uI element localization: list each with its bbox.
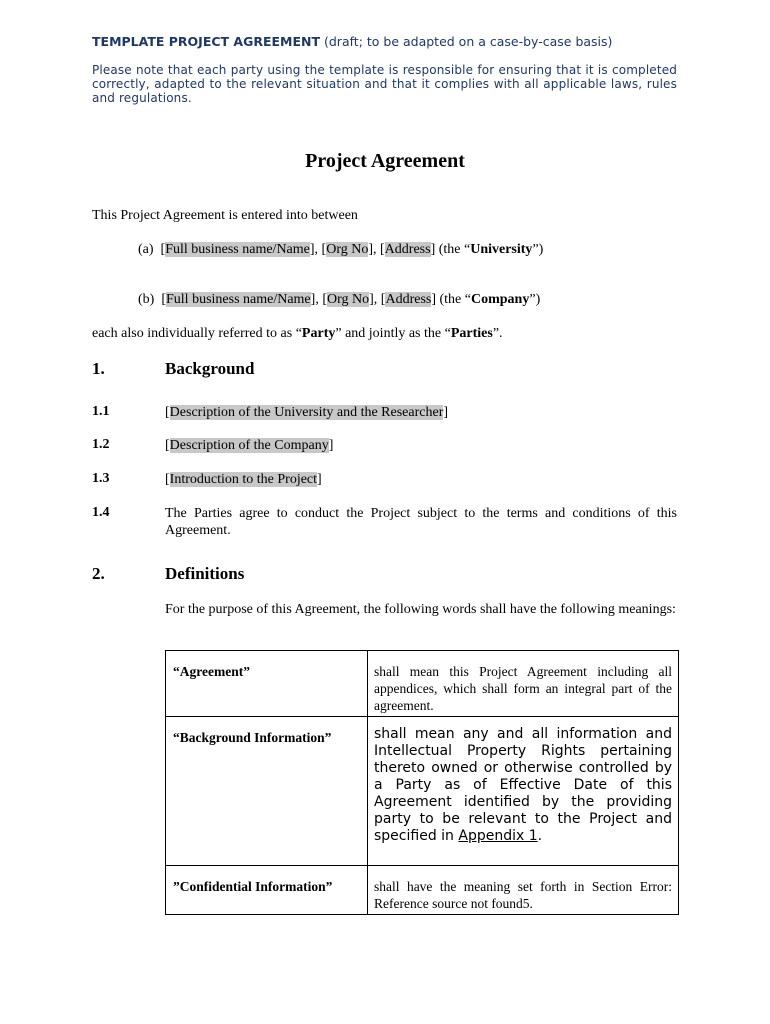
intro-paragraph: This Project Agreement is entered into between bbox=[92, 208, 358, 223]
party-a-defined-term: University bbox=[470, 242, 533, 257]
clause-1-3-placeholder: Introduction to the Project bbox=[169, 472, 318, 487]
definition-meaning-cell bbox=[368, 651, 679, 717]
clause-1-2-placeholder: Description of the Company bbox=[169, 438, 329, 453]
section-2-number: 2. bbox=[92, 564, 105, 583]
definition-meaning-text: shall mean any and all information and Intellectual Property Rights pertaining thereto owned or otherwise controlled by a Party as of Effective Date of this Agreement identified by the providing party to be relevant to the Project and specified in bbox=[374, 726, 672, 844]
parties-term: Parties bbox=[450, 326, 493, 341]
section-1-title: Background bbox=[165, 359, 255, 378]
template-notice-body: Please note that each party using the template is responsible for ensuring that it is completed correctly, adapted to the relevant situation and that it complies with all applicable laws, rules and regulations. bbox=[92, 63, 677, 105]
definition-meaning: shall have the meaning set forth in Section Error: Reference source not found5. bbox=[374, 879, 672, 911]
notice-heading-title: TEMPLATE PROJECT AGREEMENT bbox=[92, 34, 321, 49]
definition-meaning bbox=[368, 717, 678, 847]
party-b-name-placeholder: Full business name/Name bbox=[166, 292, 311, 307]
definition-term-cell bbox=[166, 866, 368, 915]
party-b-defined-term: Company bbox=[471, 292, 530, 307]
party-a-name-placeholder: Full business name/Name bbox=[165, 242, 310, 257]
clause-1-1-placeholder: Description of the University and the Researcher bbox=[169, 405, 444, 420]
party-clause-suffix: ”. bbox=[492, 326, 503, 341]
clause-1-2-text: [Description of the Company] bbox=[165, 438, 334, 453]
section-1-number: 1. bbox=[92, 359, 105, 378]
clause-1-3-number: 1.3 bbox=[92, 471, 110, 486]
party-clause-prefix: each also individually referred to as “ bbox=[92, 326, 302, 341]
party-b-line: (b) [Full business name/Name], [Org No], [Address] (the “Company”) bbox=[138, 292, 541, 307]
table-row bbox=[166, 866, 679, 915]
party-clause bbox=[92, 325, 503, 342]
definition-term-cell bbox=[166, 717, 368, 866]
definition-meaning-end: . bbox=[537, 828, 543, 844]
party-a-org-placeholder: Org No bbox=[326, 242, 369, 257]
definition-term: ”Confidential Information” bbox=[173, 879, 333, 894]
party-b-address-placeholder: Address bbox=[385, 292, 432, 307]
definitions-intro: For the purpose of this Agreement, the following words shall have the following meanings: bbox=[165, 602, 676, 617]
definition-term: “Background Information” bbox=[173, 730, 332, 745]
definition-term-cell bbox=[166, 651, 368, 717]
appendix-1-link[interactable]: Appendix 1 bbox=[458, 828, 538, 844]
party-b-org-placeholder: Org No bbox=[326, 292, 370, 307]
party-b-marker: (b) bbox=[138, 292, 155, 307]
definitions-table bbox=[165, 650, 679, 915]
clause-1-4-number: 1.4 bbox=[92, 505, 110, 520]
party-term: Party bbox=[301, 326, 336, 341]
clause-1-4-text: The Parties agree to conduct the Project subject to the terms and conditions of this Agreement. bbox=[165, 506, 677, 538]
party-a-marker: (a) bbox=[138, 242, 154, 257]
table-row bbox=[166, 651, 679, 717]
definition-meaning-cell bbox=[368, 866, 679, 915]
clause-1-1-text: [Description of the University and the Researcher] bbox=[165, 405, 449, 420]
template-notice-heading bbox=[92, 34, 682, 49]
clause-1-1-number: 1.1 bbox=[92, 404, 110, 419]
section-2-title: Definitions bbox=[165, 564, 245, 583]
clause-1-3-text: [Introduction to the Project] bbox=[165, 472, 322, 487]
definition-term: “Agreement” bbox=[173, 664, 250, 679]
party-clause-middle: ” and jointly as the “ bbox=[335, 326, 451, 341]
definition-meaning-cell bbox=[368, 717, 679, 866]
clause-1-2-number: 1.2 bbox=[92, 437, 110, 452]
party-a-line: (a) [Full business name/Name], [Org No], [Address] (the “University”) bbox=[138, 242, 544, 257]
definition-meaning: shall mean this Project Agreement including all appendices, which shall form an integral part of the agreement. bbox=[374, 664, 672, 713]
party-a-address-placeholder: Address bbox=[384, 242, 431, 257]
document-title: Project Agreement bbox=[305, 150, 465, 172]
table-row bbox=[166, 717, 679, 866]
notice-heading-suffix: (draft; to be adapted on a case-by-case basis) bbox=[324, 34, 613, 49]
